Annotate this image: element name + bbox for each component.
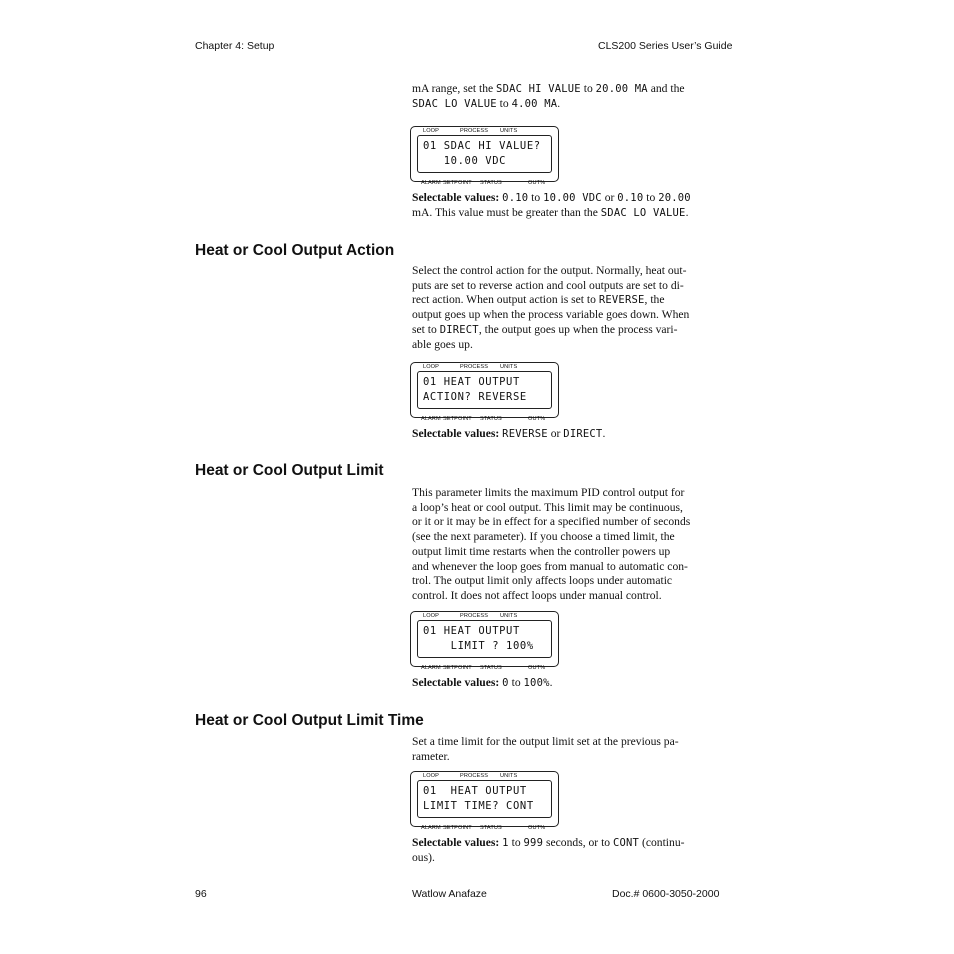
lcd-line-2: ACTION? REVERSE [423,391,527,403]
lcd-screen [417,620,552,658]
lcd-display-output-action: LOOP PROCESS UNITS 01 HEAT OUTPUT ACTION? REVERSE ALARM SETPOINT STATUS OUT% [410,362,559,418]
section-body-output-action: Select the control action for the output. Normally, heat out- puts are set to reverse action and cool outputs are set to di- rect action. When output action is set to REVERSE, the output goes up when the process variable goes down. When set to DIRECT, the output goes up when the process vari- able goes up. [412,264,690,351]
selectable-values-1: Selectable values: 0.10 to 10.00 VDC or 0.10 to 20.00 mA. This value must be greater than the SDAC LO VALUE. [412,191,691,219]
section-title-output-action: Heat or Cool Output Action [195,242,395,259]
lcd-display-sdac-hi: LOOP PROCESS UNITS 01 SDAC HI VALUE? 10.00 VDC ALARM SETPOINT STATUS OUT% [410,126,559,182]
lcd-screen [417,135,552,173]
header-chapter: Chapter 4: Setup [195,40,275,52]
intro-paragraph: mA range, set the SDAC HI VALUE to 20.00 MA and the SDAC LO VALUE to 4.00 MA. [412,82,685,110]
lcd-line-2: LIMIT TIME? CONT [423,800,534,812]
lcd-line-2: LIMIT ? 100% [423,640,534,652]
lcd-line-1: 01 HEAT OUTPUT [423,376,520,388]
footer-company: Watlow Anafaze [412,888,487,900]
footer-page-number: 96 [195,888,207,900]
section-title-output-limit-time: Heat or Cool Output Limit Time [195,712,424,729]
header-guide-title: CLS200 Series User’s Guide [598,40,733,52]
lcd-line-2: 10.00 VDC [423,155,507,167]
lcd-screen [417,371,552,409]
section-body-output-limit: This parameter limits the maximum PID control output for a loop’s heat or cool output. This limit may be continuous, or it or it may be in effect for a specified number of seconds (see the next parameter). If you choose a timed limit, the output limit time restarts when the controller powers up and whenever the loop goes from manual to automatic con- trol. The output limit only affects loops under automatic control. It does not affect loops under manual control. [412,486,691,602]
selectable-values-2: Selectable values: REVERSE or DIRECT. [412,427,606,440]
lcd-line-1: 01 SDAC HI VALUE? [423,140,541,152]
selectable-values-3: Selectable values: 0 to 100%. [412,676,553,689]
lcd-display-output-limit: LOOP PROCESS UNITS 01 HEAT OUTPUT LIMIT ? 100% ALARM SETPOINT STATUS OUT% [410,611,559,667]
lcd-line-1: 01 HEAT OUTPUT [423,625,520,637]
lcd-display-output-limit-time: LOOP PROCESS UNITS 01 HEAT OUTPUT LIMIT TIME? CONT ALARM SETPOINT STATUS OUT% [410,771,559,827]
lcd-line-1: 01 HEAT OUTPUT [423,785,527,797]
section-title-output-limit: Heat or Cool Output Limit [195,462,384,479]
selectable-values-4: Selectable values: 1 to 999 seconds, or to CONT (continu- ous). [412,836,685,864]
section-body-output-limit-time: Set a time limit for the output limit set at the previous pa- rameter. [412,735,679,763]
footer-doc-number: Doc.# 0600-3050-2000 [612,888,720,900]
lcd-screen [417,780,552,818]
